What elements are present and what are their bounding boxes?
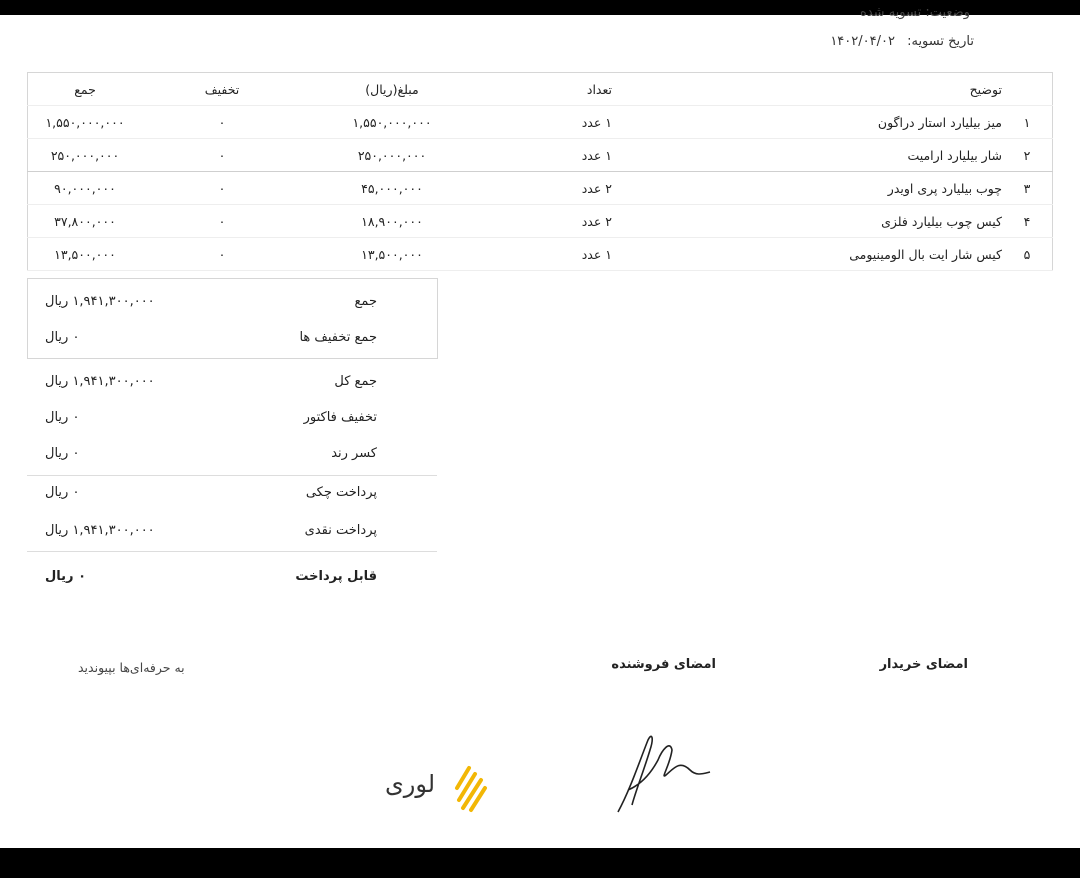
item-description: کیس چوب بیلیارد فلزی xyxy=(632,205,1002,238)
item-discount: ۰ xyxy=(142,205,302,238)
item-price: ۴۵,۰۰۰,۰۰۰ xyxy=(302,172,482,205)
item-discount: ۰ xyxy=(142,172,302,205)
summary-row xyxy=(27,563,437,593)
logo-icon xyxy=(453,764,489,814)
item-price: ۲۵۰,۰۰۰,۰۰۰ xyxy=(302,139,482,172)
table-row xyxy=(28,106,1053,139)
summary-row xyxy=(27,288,437,318)
summary-row xyxy=(27,324,437,354)
row-index: ۲ xyxy=(1002,139,1053,172)
item-total: ۳۷,۸۰۰,۰۰۰ xyxy=(28,205,143,238)
item-discount: ۰ xyxy=(142,106,302,139)
summary-row xyxy=(27,479,437,509)
summary-label: تخفیف فاکتور xyxy=(303,410,377,425)
summary-label: جمع کل xyxy=(334,374,377,389)
summary-label: جمع تخفیف ها xyxy=(299,330,377,345)
item-description: کیس شار ایت بال الومینیومی xyxy=(632,238,1002,271)
lori-logo xyxy=(385,760,495,820)
item-description: میز بیلیارد استار دراگون xyxy=(632,106,1002,139)
table-header-row xyxy=(28,73,1053,106)
item-quantity: ۱ عدد xyxy=(482,106,632,139)
col-discount: تخفیف xyxy=(142,73,302,106)
table-row xyxy=(28,139,1053,172)
summary-value: ۰ ریال xyxy=(45,410,80,425)
item-quantity: ۱ عدد xyxy=(482,139,632,172)
summary-row xyxy=(27,368,437,398)
summary-value: ۰ ریال xyxy=(45,330,80,345)
logo-text: لوری xyxy=(385,770,436,798)
bottom-black-bar xyxy=(0,848,1080,878)
seller-signature-label: امضای فروشنده xyxy=(611,657,716,672)
item-price: ۱۸,۹۰۰,۰۰۰ xyxy=(302,205,482,238)
col-price: مبلغ(ریال) xyxy=(302,73,482,106)
table-row xyxy=(28,238,1053,271)
item-description: شار بیلیارد ارامیت xyxy=(632,139,1002,172)
summary-row xyxy=(27,440,437,470)
join-text: به حرفه‌ای‌ها بپیوندید xyxy=(78,660,185,675)
summary-label: پرداخت چکی xyxy=(305,485,377,500)
invoice-items-table xyxy=(27,72,1053,271)
row-index: ۴ xyxy=(1002,205,1053,238)
item-total: ۱۳,۵۰۰,۰۰۰ xyxy=(28,238,143,271)
status-text: وضعیت: تسویه شده xyxy=(860,5,970,20)
summary-label: جمع xyxy=(354,294,377,309)
item-price: ۱,۵۵۰,۰۰۰,۰۰۰ xyxy=(302,106,482,139)
item-total: ۱,۵۵۰,۰۰۰,۰۰۰ xyxy=(28,106,143,139)
divider xyxy=(27,475,437,476)
summary-value: ۱,۹۴۱,۳۰۰,۰۰۰ ریال xyxy=(45,294,155,309)
item-price: ۱۳,۵۰۰,۰۰۰ xyxy=(302,238,482,271)
col-index xyxy=(1002,73,1053,106)
item-description: چوب بیلیارد پری اویدر xyxy=(632,172,1002,205)
summary-label: قابل پرداخت xyxy=(295,569,377,584)
table-row xyxy=(28,205,1053,238)
summary-value: ۱,۹۴۱,۳۰۰,۰۰۰ ریال xyxy=(45,523,155,538)
item-quantity: ۱ عدد xyxy=(482,238,632,271)
table-row xyxy=(28,172,1053,205)
row-index: ۳ xyxy=(1002,172,1053,205)
settlement-date xyxy=(830,34,974,49)
summary-label: کسر رند xyxy=(331,446,377,461)
summary-value: ۰ ریال xyxy=(45,446,80,461)
divider xyxy=(27,551,437,552)
summary-value: ۰ ریال xyxy=(45,569,86,584)
summary-row xyxy=(27,517,437,547)
summary-label: پرداخت نقدی xyxy=(304,523,377,538)
seller-signature xyxy=(610,730,720,820)
settlement-date-label: تاریخ تسویه: xyxy=(907,34,974,49)
summary-value: ۰ ریال xyxy=(45,485,80,500)
item-discount: ۰ xyxy=(142,139,302,172)
col-total: جمع xyxy=(28,73,143,106)
item-total: ۲۵۰,۰۰۰,۰۰۰ xyxy=(28,139,143,172)
summary-value: ۱,۹۴۱,۳۰۰,۰۰۰ ریال xyxy=(45,374,155,389)
col-quantity: تعداد xyxy=(482,73,632,106)
item-total: ۹۰,۰۰۰,۰۰۰ xyxy=(28,172,143,205)
item-quantity: ۲ عدد xyxy=(482,205,632,238)
row-index: ۱ xyxy=(1002,106,1053,139)
item-quantity: ۲ عدد xyxy=(482,172,632,205)
buyer-signature-label: امضای خریدار xyxy=(879,657,968,672)
summary-row xyxy=(27,404,437,434)
item-discount: ۰ xyxy=(142,238,302,271)
settlement-date-value: ۱۴۰۲/۰۴/۰۲ xyxy=(830,34,895,49)
row-index: ۵ xyxy=(1002,238,1053,271)
col-description: توضیح xyxy=(632,73,1002,106)
